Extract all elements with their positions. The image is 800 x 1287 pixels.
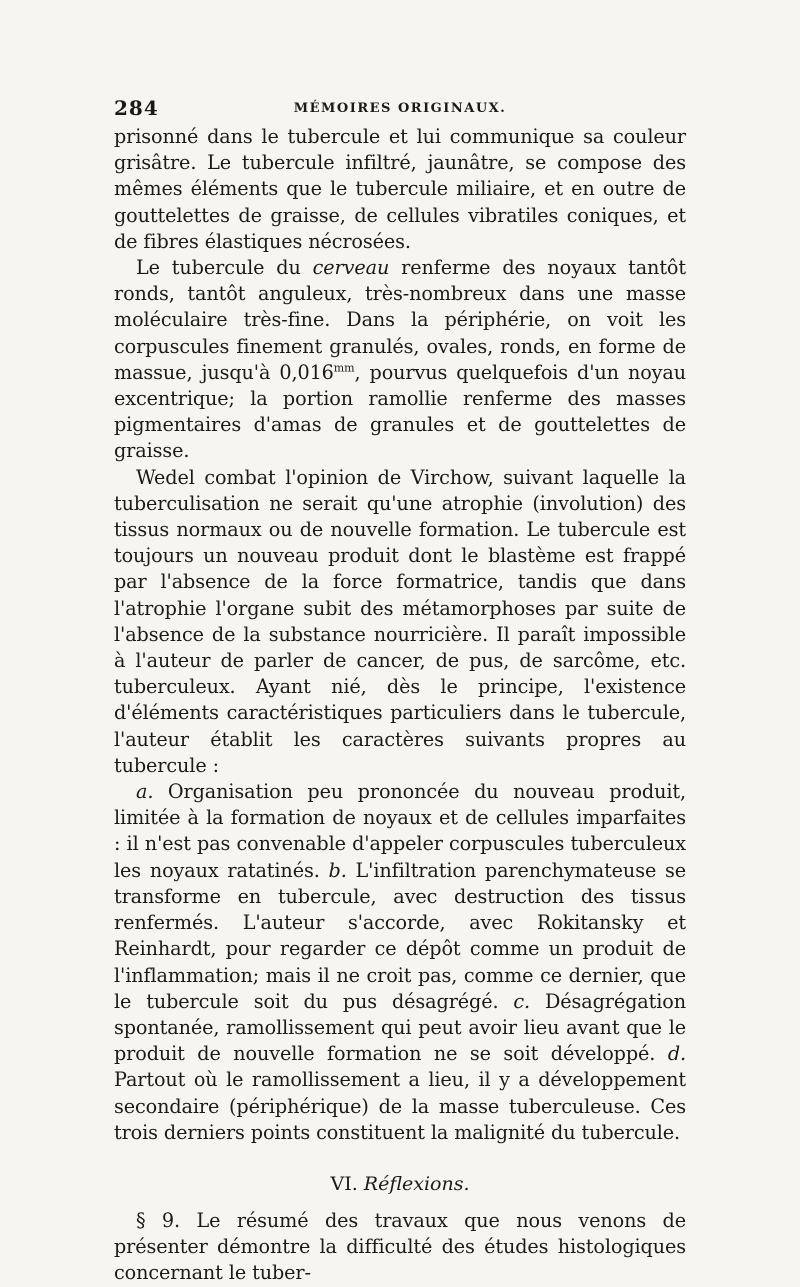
paragraph-cerveau <box>114 255 686 465</box>
section-heading <box>114 1172 686 1196</box>
list-marker-c: c. <box>513 989 531 1013</box>
list-marker-b: b. <box>328 858 347 882</box>
item-c-text: Désagrégation spontanée, ramollissement qui peut avoir lieu avant que le produit de nouvelle formation ne se soit développé. <box>114 989 686 1066</box>
emphasis-cerveau: cerveau <box>312 256 390 280</box>
running-title: MÉMOIRES ORIGINAUX. <box>293 101 507 116</box>
book-page <box>114 96 686 1287</box>
section-title: Réflexions. <box>363 1172 470 1195</box>
paragraph-wedel <box>114 465 686 779</box>
list-marker-d: d. <box>667 1042 686 1066</box>
paragraph-section-9 <box>114 1208 686 1287</box>
body-text <box>114 124 686 1287</box>
list-marker-a: a. <box>136 780 154 804</box>
running-head <box>114 96 686 124</box>
paragraph-text-middle: renferme des noyaux tantôt ronds, tantôt anguleux, très-nombreux dans une masse moléculaire très-fine. Dans la périphérie, on voit les corpuscules finement granulés, ovales, ronds, en forme de massue, jusqu'à 0,016 <box>114 256 686 384</box>
item-b-text: L'infiltration parenchymateuse se transforme en tubercule, avec destruction des tissus renfermés. L'auteur s'accorde, avec Rokitansky et Reinhardt, pour regarder ce dépôt comme un produit de l'inflammation; mais il ne croit pas, comme ce dernier, que le tubercule soit du pus désagrégé. <box>114 858 687 1013</box>
paragraph-text: prisonné dans le tubercule et lui communique sa couleur grisâtre. Le tubercule infiltré, jaunâtre, se compose des mêmes éléments que le tubercule miliaire, et en outre de gouttelettes de graisse, de cellules vibratiles coniques, et de fibres élastiques nécrosées. <box>114 125 686 253</box>
paragraph-text: § 9. Le résumé des travaux que nous venons de présenter démontre la difficulté des études histologiques concernant le tuber- <box>114 1208 686 1285</box>
paragraph-text: Wedel combat l'opinion de Virchow, suivant laquelle la tuberculisation ne serait qu'une atrophie (involution) des tissus normaux ou de nouvelle formation. Le tubercule est toujours un nouveau produit dont le blastème est frappé par l'absence de la force formatrice, tandis que dans l'atrophie l'organe subit des métamorphoses par suite de l'absence de la substance nourricière. Il paraît impossible à l'auteur de parler de cancer, de pus, de sarcôme, etc. tuberculeux. Ayant nié, dès le principe, l'existence d'éléments caractéristiques particuliers dans le tubercule, l'auteur établit les caractères suivants propres au tubercule : <box>114 465 686 777</box>
unit-superscript: mm <box>333 361 355 375</box>
section-number: VI. <box>330 1172 358 1195</box>
paragraph-text-start: Le tubercule du <box>136 256 313 280</box>
page-number: 284 <box>114 96 159 120</box>
item-a-text: Organisation peu prononcée du nouveau produit, limitée à la formation de noyaux et de cellules imparfaites : il n'est pas convenable d'appeler corpuscules tuberculeux les noyaux ratatinés. <box>114 780 686 882</box>
paragraph-characteristics <box>114 779 686 1146</box>
paragraph-text-end: , pourvus quelquefois d'un noyau excentrique; la portion ramollie renferme des masses pigmentaires d'amas de granules et de gouttelettes de graisse. <box>114 360 686 463</box>
paragraph-continuation <box>114 124 686 255</box>
item-d-text: Partout où le ramollissement a lieu, il y a développement secondaire (périphérique) de la masse tuberculeuse. Ces trois derniers points constituent la malignité du tubercule. <box>114 1068 686 1144</box>
